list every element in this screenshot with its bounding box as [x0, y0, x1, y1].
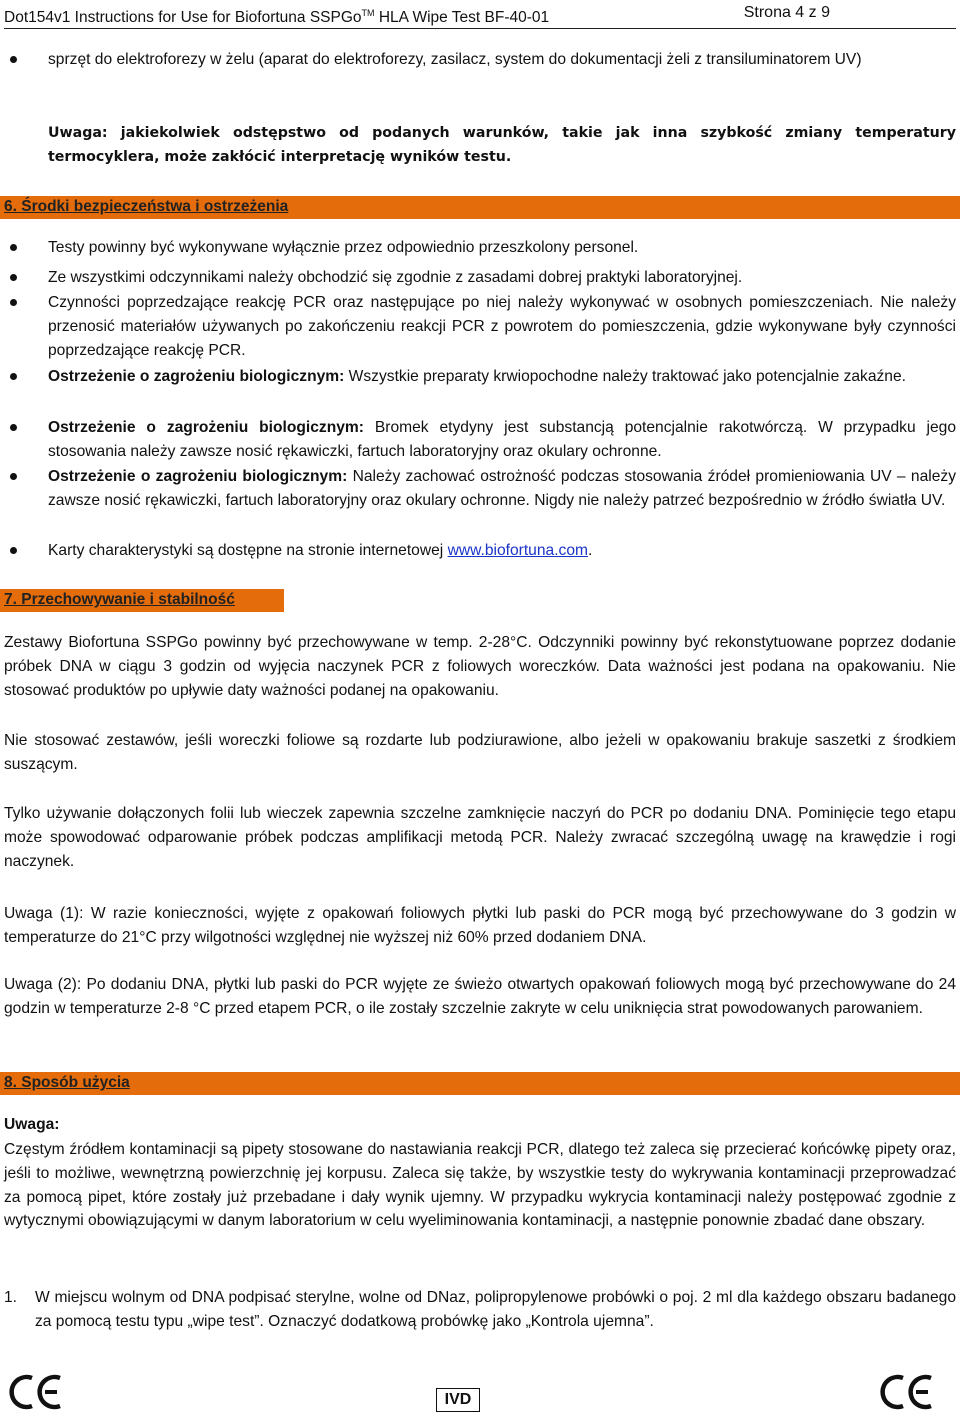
bullet-icon	[10, 473, 17, 480]
bullet-icon	[10, 424, 17, 431]
safety-bullet: Czynności poprzedzające reakcję PCR oraz następujące po niej należy wykonywać w osobnych pomieszczeniach. Nie należy przenosić materiałów używanych po zakończeniu reakcji PCR z powrotem do pomieszczenia, gdzie wykonywane były czynności poprzedzające reakcję PCR.	[4, 291, 956, 362]
bullet-icon	[10, 373, 17, 380]
bullet-icon	[10, 299, 17, 306]
bullet-icon	[10, 244, 17, 251]
storage-note-2: Uwaga (2): Po dodaniu DNA, płytki lub paski do PCR wyjęte ze świeżo otwartych opakowań foliowych mogą być przechowywane do 24 godzin w temperaturze 2-8 °C przed etapem PCR, o ile zostały szczelnie zakryte w celu uniknięcia strat powodowanych parowaniem.	[4, 976, 956, 1017]
ce-mark-icon	[6, 1372, 64, 1412]
section-8-heading: 8. Sposób użycia	[0, 1072, 960, 1095]
storage-paragraph: Zestawy Biofortuna SSPGo powinny być przechowywane w temp. 2-28°C. Odczynniki powinny być rekonstytuowane poprzez dodanie próbek DNA w ciągu 3 godzin od wyjęcia naczynek PCR z foliowych woreczków. Data ważności jest podana na opakowaniu. Nie stosować produktów po upływie daty ważności podanej na opakowaniu.	[4, 634, 956, 699]
storage-paragraph: Nie stosować zestawów, jeśli woreczki foliowe są rozdarte lub podziurawione, albo jeżeli w opakowaniu brakuje saszetki z środkiem suszącym.	[4, 732, 956, 773]
usage-note-label: Uwaga:	[4, 1116, 60, 1133]
storage-note-1: Uwaga (1): W razie konieczności, wyjęte z opakowań foliowych płytki lub paski do PCR mogą być przechowywane do 3 godzin w temperaturze do 21°C przy wilgotności względnej nie wyższej niż 60% przed dodaniem DNA.	[4, 905, 956, 946]
page-header	[4, 0, 956, 27]
safety-bullet: Ostrzeżenie o zagrożeniu biologicznym: Wszystkie preparaty krwiopochodne należy traktować jako potencjalnie zakaźne.	[4, 365, 956, 389]
warning-note: Uwaga: jakiekolwiek odstępstwo od podanych warunków, takie jak inna szybkość zmiany temperatury termocyklera, może zakłócić interpretację wyników testu.	[48, 125, 956, 165]
section-7-heading: 7. Przechowywanie i stabilność	[0, 589, 284, 612]
storage-paragraph: Tylko używanie dołączonych folii lub wieczek zapewnia szczelne zamknięcie naczyń do PCR po dodaniu DNA. Pominięcie tego etapu może spowodować odparowanie próbek podczas amplifikacji metodą PCR. Należy zwracać szczególną uwagę na krawędzie i rogi naczynek.	[4, 805, 956, 870]
safety-bullet: Ostrzeżenie o zagrożeniu biologicznym: Bromek etydyny jest substancją potencjalnie rakotwórczą. W przypadku jego stosowania należy zawsze nosić rękawiczki, fartuch laboratoryjny oraz okulary ochronne.	[4, 416, 956, 464]
safety-bullet: Testy powinny być wykonywane wyłącznie przez odpowiednio przeszkolony personel.	[4, 236, 956, 260]
safety-bullet: Karty charakterystyki są dostępne na stronie internetowej www.biofortuna.com.	[4, 539, 956, 563]
bullet-icon	[10, 547, 17, 554]
ivd-mark: IVD	[436, 1388, 480, 1412]
ce-mark-icon	[877, 1372, 935, 1412]
biofortuna-link[interactable]: www.biofortuna.com	[447, 542, 588, 559]
document-title: Dot154v1 Instructions for Use for Biofortuna SSPGo™ HLA Wipe Test BF-40-01	[4, 8, 550, 26]
section-6-heading: 6. Środki bezpieczeństwa i ostrzeżenia	[0, 196, 960, 219]
step-item: 1. W miejscu wolnym od DNA podpisać sterylne, wolne od DNaz, polipropylenowe probówki o poj. 2 ml dla każdego obszaru badanego za pomocą testu typu „wipe test”. Oznaczyć dodatkową probówkę jako „Kontrola ujemna”.	[4, 1289, 956, 1330]
equipment-bullet: sprzęt do elektroforezy w żelu (aparat do elektroforezy, zasilacz, system do dokumentacji żeli z transiluminatorem UV)	[4, 48, 956, 72]
usage-note-text: Częstym źródłem kontaminacji są pipety stosowane do nastawiania reakcji PCR, dlatego też zaleca się przecierać końcówkę pipety oraz, jeśli to możliwe, wewnętrzną powierzchnię jej korpusu. Zaleca się także, by wszystkie testy do wykrywania kontaminacji przeprowadzać za pomocą pipet, które zostały już przebadane i dały wynik ujemny. W przypadku wykrycia kontaminacji należy postępować zgodnie z wytycznymi obowiązującymi w danym laboratorium w celu wyeliminowania kontaminacji, a następnie ponownie zbadać dane obszary.	[4, 1141, 956, 1230]
header-rule	[4, 28, 956, 29]
page-number: Strona 4 z 9	[743, 4, 830, 21]
bullet-icon	[10, 56, 17, 63]
bullet-icon	[10, 274, 17, 281]
safety-bullet: Ostrzeżenie o zagrożeniu biologicznym: Należy zachować ostrożność podczas stosowania źródeł promieniowania UV – należy zawsze nosić rękawiczki, fartuch laboratoryjny oraz okulary ochronne. Nigdy nie należy patrzeć bezpośrednio w źródło światła UV.	[4, 465, 956, 513]
safety-bullet: Ze wszystkimi odczynnikami należy obchodzić się zgodnie z zasadami dobrej praktyki laboratoryjnej.	[4, 266, 956, 290]
